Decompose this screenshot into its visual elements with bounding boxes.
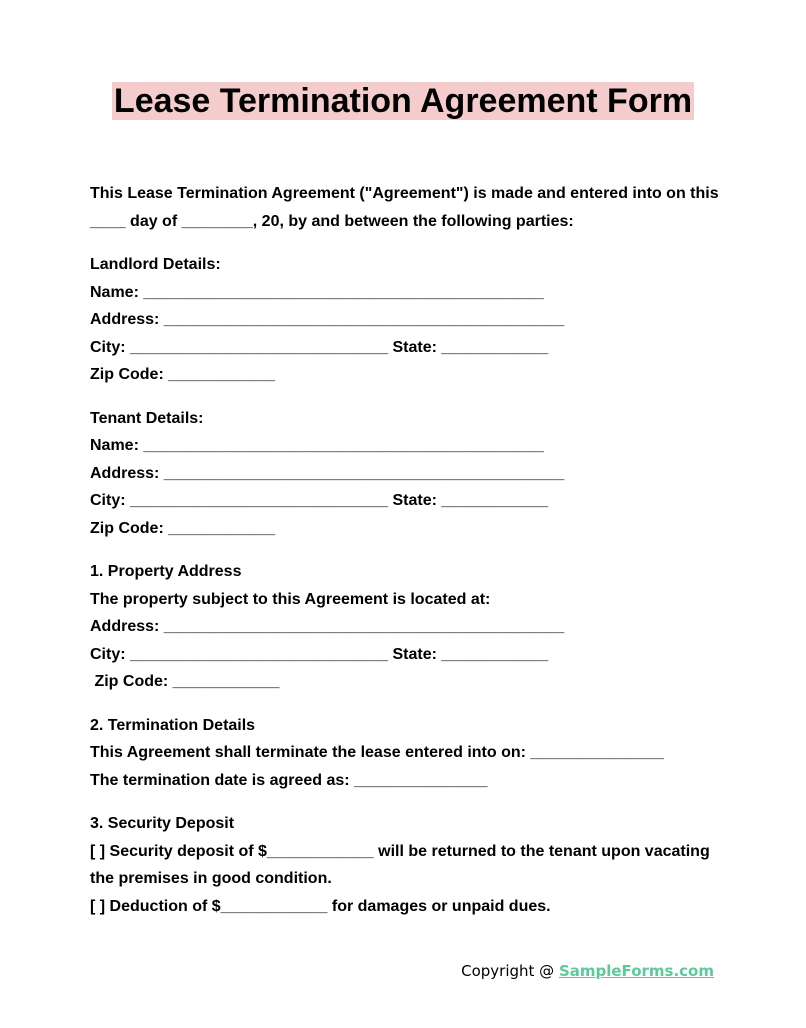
tenant-name-field[interactable]: Name: _____________________________________________ <box>90 437 544 454</box>
termination-heading: 2. Termination Details <box>90 716 256 734</box>
deposit-return-checkbox-item[interactable]: [ ] Security deposit of $____________ will be returned to the tenant upon vacating the premises in good condition. <box>90 842 710 887</box>
form-body <box>90 180 720 920</box>
property-address-field[interactable]: Address: _____________________________________________ <box>90 618 565 635</box>
deposit-deduction-checkbox-item[interactable]: [ ] Deduction of $____________ for damages or unpaid dues. <box>90 897 551 915</box>
tenant-address-field[interactable]: Address: _____________________________________________ <box>90 464 565 482</box>
page-title: Lease Termination Agreement Form <box>113 82 693 120</box>
termination-lease-date-field[interactable]: This Agreement shall terminate the lease entered into on: _______________ <box>90 744 664 761</box>
tenant-zip-field[interactable]: Zip Code: ____________ <box>90 519 275 537</box>
title-wrap <box>0 82 806 120</box>
property-city-state-field[interactable]: City: _____________________________ State: ____________ <box>90 645 549 663</box>
deposit-heading: 3. Security Deposit <box>90 815 235 832</box>
copyright-text: Copyright @ <box>461 962 559 980</box>
sampleforms-link[interactable]: SampleForms.com <box>558 962 714 980</box>
landlord-address-field[interactable]: Address: _____________________________________________ <box>90 311 565 328</box>
landlord-zip-field[interactable]: Zip Code: ____________ <box>90 366 275 383</box>
property-heading: 1. Property Address <box>90 563 242 580</box>
termination-date-field[interactable]: The termination date is agreed as: _______________ <box>90 771 488 789</box>
landlord-name-field[interactable]: Name: _____________________________________________ <box>90 283 544 301</box>
tenant-heading: Tenant Details: <box>90 409 204 427</box>
tenant-city-state-field[interactable]: City: _____________________________ State: ____________ <box>90 492 549 509</box>
property-zip-field[interactable]: Zip Code: ____________ <box>90 673 280 690</box>
footer-copyright <box>461 962 714 980</box>
intro-paragraph: This Lease Termination Agreement ("Agreement") is made and entered into on this ____ day of ________, 20, by and between the following parties: <box>90 185 719 230</box>
property-text: The property subject to this Agreement is located at: <box>90 590 491 608</box>
landlord-city-state-field[interactable]: City: _____________________________ State: ____________ <box>90 338 549 356</box>
landlord-heading: Landlord Details: <box>90 256 221 273</box>
